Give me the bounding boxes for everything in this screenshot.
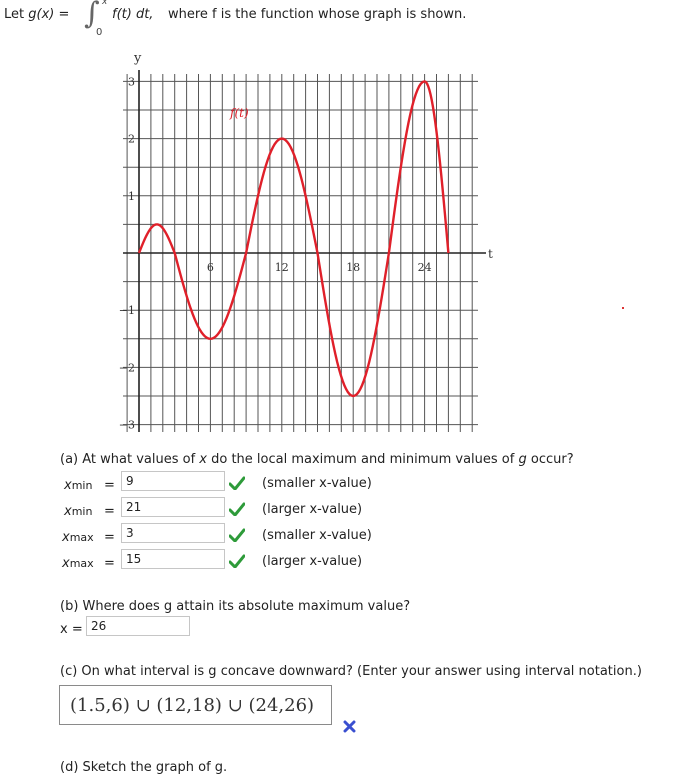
xmin-label-2: xmin [64,504,93,519]
t-axis-label: t [488,247,493,261]
part-b-question: (b) Where does g attain its absolute maximum value? [60,599,411,614]
xmax-smaller-input[interactable]: 3 [121,523,225,543]
eq-sign-4: = [104,556,115,571]
part-a-x: x [199,452,207,467]
y-tick-label: 2 [128,132,135,146]
integral-sign: ∫ [84,0,100,31]
integral-lower-limit: 0 [96,27,103,38]
incorrect-x-icon [343,720,356,733]
x-tick-label: 24 [417,261,432,274]
part-b-var-label: x = [60,622,83,637]
part-c-question: (c) On what interval is g concave downward? (Enter your answer using interval notation.) [60,664,642,679]
integrand: f(t) dt, [112,7,154,22]
header-gx: g(x) [28,7,55,22]
note-1: (smaller x-value) [262,476,372,491]
xmax-label-2: xmax [62,556,94,571]
x-tick-label: 6 [206,261,214,274]
xmax-larger-input[interactable]: 15 [121,549,225,569]
note-3: (smaller x-value) [262,528,372,543]
xmin-label-1: xmin [64,478,93,493]
header-prefix: Let [4,7,29,22]
integral-upper-limit: x [102,0,108,7]
part-a-mid: do the local maximum and minimum values of [206,452,519,467]
part-a-prefix: (a) At what values of [60,452,200,467]
eq-sign-1: = [104,478,115,493]
y-tick-label: −2 [118,361,135,375]
xmin-smaller-input[interactable]: 9 [121,471,225,491]
xmin-larger-input[interactable]: 21 [121,497,225,517]
xmax-label-1: xmax [62,530,94,545]
y-tick-label: −3 [118,418,135,432]
curve-label: f(t) [230,106,249,120]
check-icon [229,528,245,542]
part-a-suffix: occur? [526,452,574,467]
graph-axes [123,70,486,432]
y-tick-label: −1 [118,304,135,318]
y-axis-label: y [134,51,142,66]
abs-max-input[interactable]: 26 [86,616,190,636]
x-tick-label: 18 [346,261,361,274]
y-tick-label: 1 [128,189,135,203]
eq-sign-2: = [104,504,115,519]
x-tick-label: 12 [274,261,289,274]
note-2: (larger x-value) [262,502,363,517]
header-suffix: where f is the function whose graph is shown. [168,7,467,22]
note-4: (larger x-value) [262,554,363,569]
header-eq: = [54,7,70,22]
eq-sign-3: = [104,530,115,545]
part-a-question [60,452,574,467]
y-tick-label: 3 [128,75,135,89]
part-d-question: (d) Sketch the graph of g. [60,760,228,775]
stray-dot [622,307,624,309]
check-icon [229,502,245,516]
concave-down-interval-input[interactable]: (1.5,6) ∪ (12,18) ∪ (24,26) [59,685,332,725]
check-icon [229,554,245,568]
check-icon [229,476,245,490]
part-a-g: g [518,452,527,467]
